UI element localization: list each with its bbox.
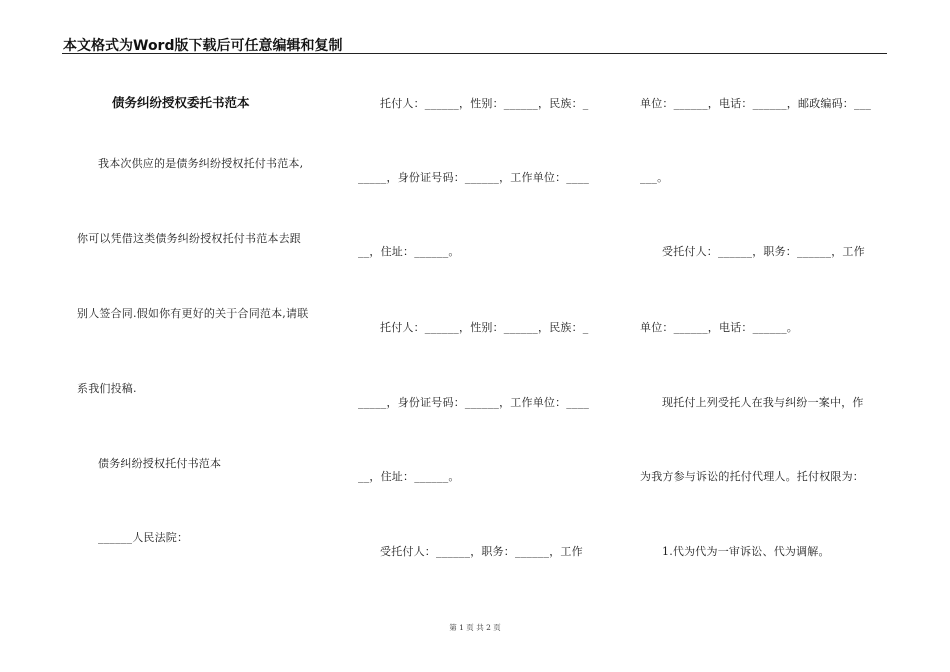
col3-line-3: 受托付人：______，职务：______，工作 (662, 245, 865, 258)
col1-line-6: ______人民法院： (98, 531, 189, 544)
col3-line-6: 为我方参与诉讼的托付代理人。托付权限为： (640, 470, 864, 483)
page-number: 第 1 页 共 2 页 (449, 623, 501, 632)
col2-line-4: 托付人：______，性别：______，民族：_ (380, 321, 589, 334)
document-title: 债务纠纷授权委托书范本 (112, 95, 250, 110)
col1-line-3: 别人签合同.假如你有更好的关于合同范本,请联 (77, 307, 309, 320)
document-header-title: 本文格式为Word版下载后可任意编辑和复制 (63, 38, 343, 54)
col3-line-5: 现托付上列受托人在我与纠纷一案中，作 (662, 396, 864, 409)
header-divider (62, 53, 887, 54)
col1-line-5: 债务纠纷授权托付书范本 (98, 457, 222, 470)
col2-line-5: _____，身份证号码：______，工作单位：____ (358, 396, 590, 409)
col2-line-3: __，住址：______。 (358, 245, 460, 258)
col2-line-1: 托付人：______，性别：______，民族：_ (380, 97, 589, 110)
col3-line-2: ___。 (640, 171, 669, 184)
col3-line-7: 1.代为代为一审诉讼、代为调解。 (662, 545, 830, 558)
col2-line-7: 受托付人：______，职务：______，工作 (380, 545, 583, 558)
col1-line-2: 你可以凭借这类债务纠纷授权托付书范本去跟 (77, 232, 301, 245)
col3-line-1: 单位：______，电话：______，邮政编码：___ (640, 97, 872, 110)
col3-line-4: 单位：______，电话：______。 (640, 321, 798, 334)
col2-line-6: __，住址：______。 (358, 470, 460, 483)
col2-line-2: _____，身份证号码：______，工作单位：____ (358, 171, 590, 184)
col1-line-1: 我本次供应的是债务纠纷授权托付书范本, (98, 157, 304, 170)
col1-line-4: 系我们投稿. (77, 382, 137, 395)
